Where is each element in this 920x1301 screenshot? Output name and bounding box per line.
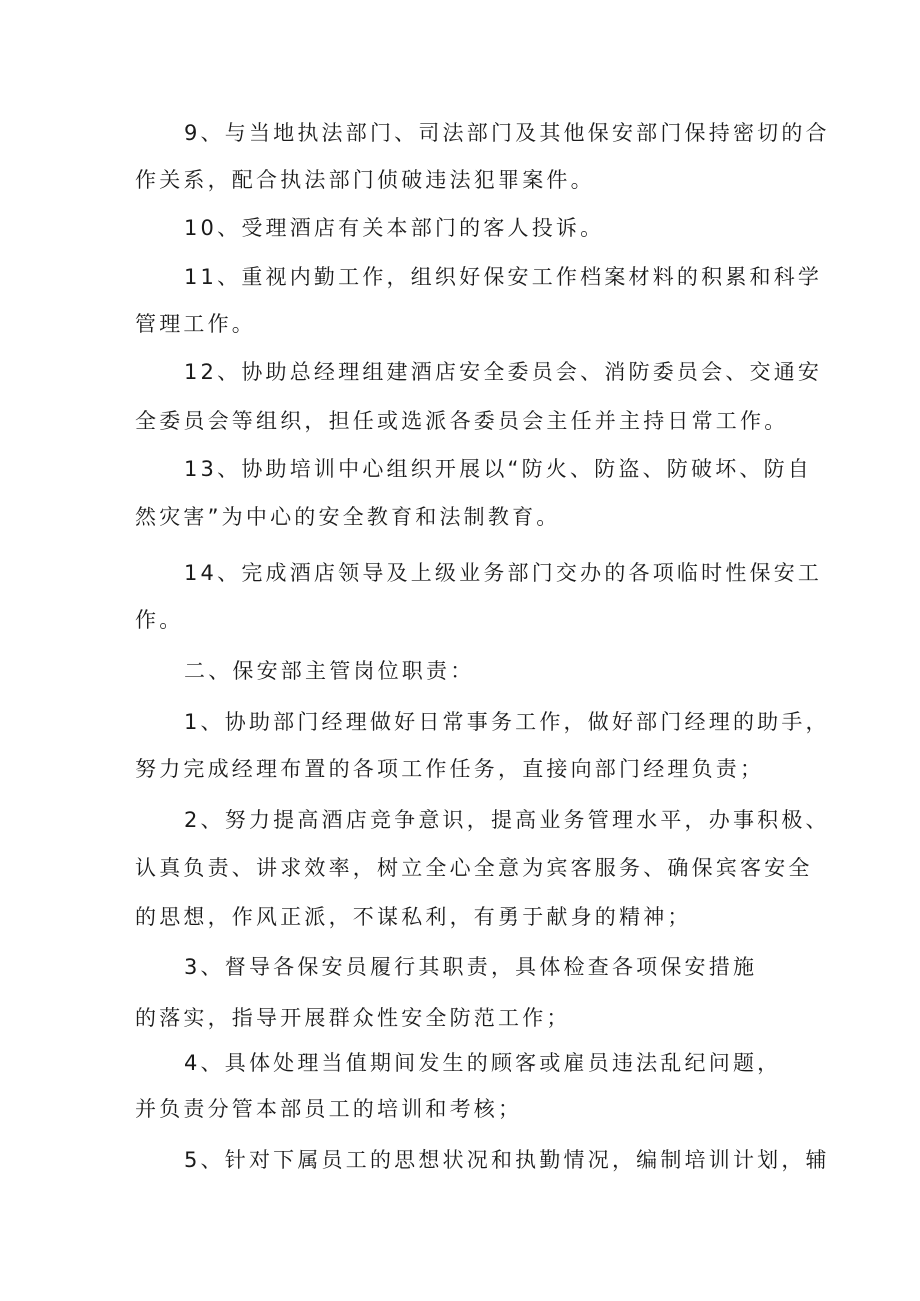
text-line: 作。 <box>135 608 184 632</box>
text-line: 1、协助部门经理做好日常事务工作，做好部门经理的助手， <box>184 710 830 734</box>
text-line: 12、协助总经理组建酒店安全委员会、消防委员会、交通安 <box>184 360 823 384</box>
text-line: 并负责分管本部员工的培训和考核； <box>135 1097 523 1121</box>
text-line: 4、具体处理当值期间发生的顾客或雇员违法乱纪问题， <box>184 1051 782 1075</box>
text-line: 13、协助培训中心组织开展以“防火、防盗、防破坏、防自 <box>184 457 812 481</box>
text-line: 10、受理酒店有关本部门的客人投诉。 <box>184 216 605 240</box>
text-line: 认真负责、讲求效率，树立全心全意为宾客服务、确保宾客安全 <box>135 856 813 880</box>
text-line: 2、努力提高酒店竞争意识，提高业务管理水平，办事积极、 <box>184 808 830 832</box>
text-line: 努力完成经理布置的各项工作任务，直接向部门经理负责； <box>135 757 765 781</box>
section-heading: 二、保安部主管岗位职责： <box>184 659 475 683</box>
text-line: 9、与当地执法部门、司法部门及其他保安部门保持密切的合 <box>184 121 830 145</box>
text-line: 作关系，配合执法部门侦破违法犯罪案件。 <box>135 168 595 192</box>
text-line: 5、针对下属员工的思想状况和执勤情况，编制培训计划，辅 <box>184 1148 830 1172</box>
text-line: 的思想，作风正派，不谋私利，有勇于献身的精神； <box>135 905 692 929</box>
text-line: 14、完成酒店领导及上级业务部门交办的各项临时性保安工 <box>184 561 823 585</box>
text-line: 然灾害”为中心的安全教育和法制教育。 <box>135 505 561 529</box>
text-line: 3、督导各保安员履行其职责，具体检查各项保安措施 <box>184 955 758 979</box>
text-line: 的落实，指导开展群众性安全防范工作； <box>135 1006 571 1030</box>
text-line: 管理工作。 <box>135 312 256 336</box>
text-line: 全委员会等组织，担任或选派各委员会主任并主持日常工作。 <box>135 409 789 433</box>
text-line: 11、重视内勤工作，组织好保安工作档案材料的积累和科学 <box>184 265 823 289</box>
